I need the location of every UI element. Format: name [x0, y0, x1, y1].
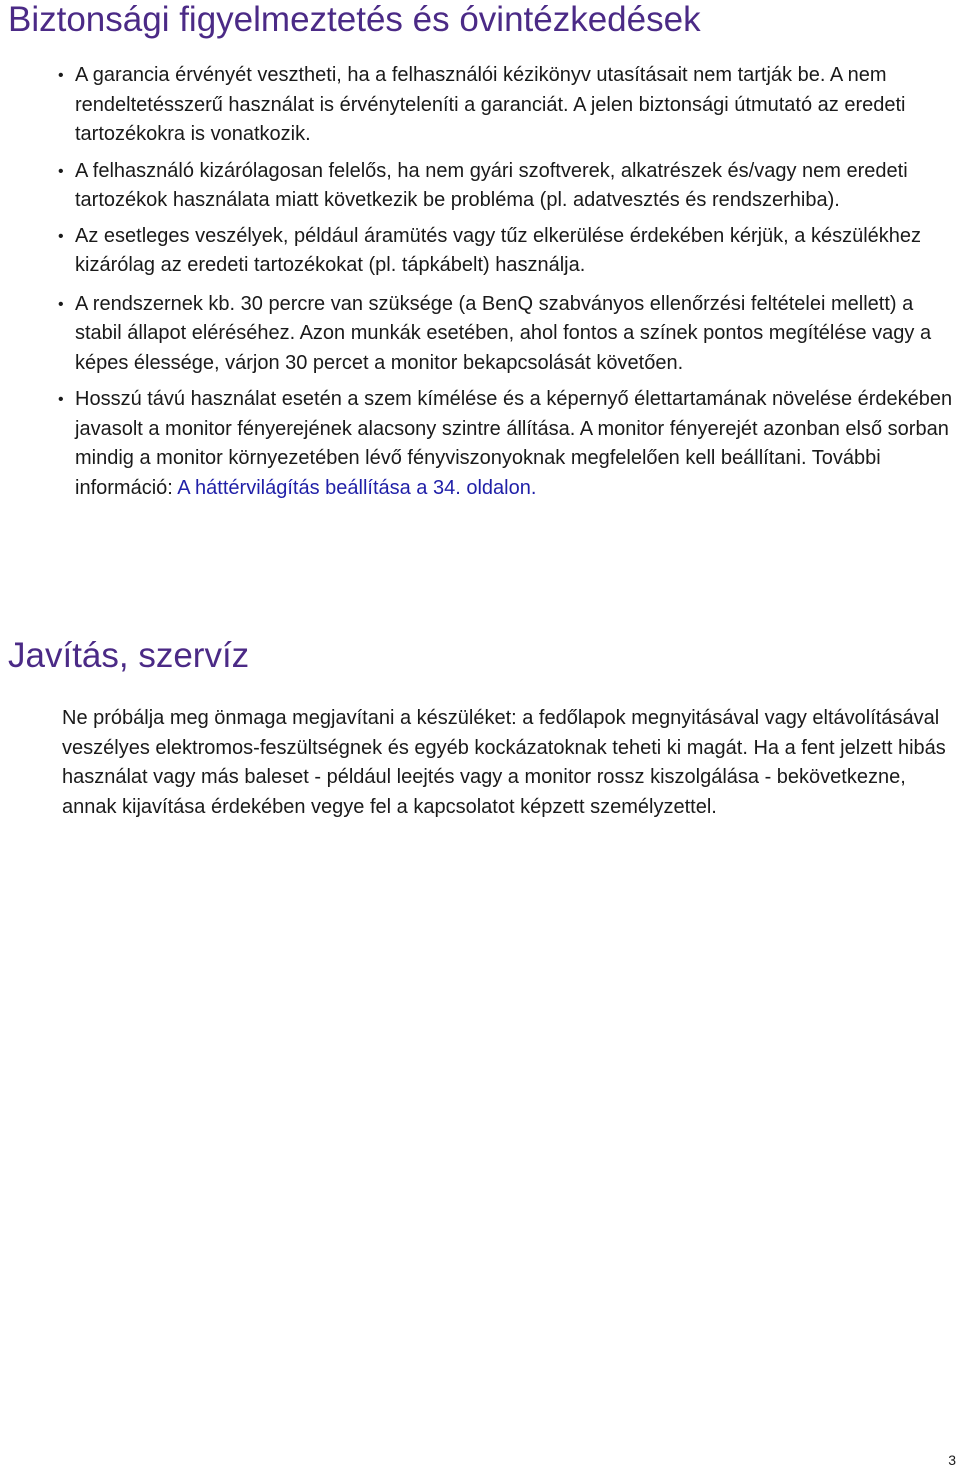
section-heading-safety: Biztonsági figyelmeztetés és óvintézkedések	[8, 0, 701, 39]
bullet-item-original-accessories: • Az esetleges veszélyek, például áramütés vagy tűz elkerülése érdekében kérjük, a készülékhez kizárólag az eredeti tartozékokat (pl. tápkábelt) használja.	[50, 222, 955, 281]
bullet-item-warmup-time: • A rendszernek kb. 30 percre van szüksége (a BenQ szabványos ellenőrzési feltételei mellett) a stabil állapot eléréséhez. Azon munkák esetében, ahol fontos a színek pontos megítélése vagy a képes élessége, várjon 30 percet a monitor bekapcsolását követően.	[50, 290, 955, 379]
repair-paragraph: Ne próbálja meg önmaga megjavítani a készüléket: a fedőlapok megnyitásával vagy eltávolításával veszélyes elektromos-feszültségnek és egyéb kockázatoknak teheti ki magát. Ha a fent jelzett hibás használat vagy más baleset - például leejtés vagy a monitor rossz kiszolgálása - bekövetkezne, annak kijavítása érdekében vegye fel a kapcsolatot képzett személyzettel.	[62, 707, 946, 818]
section-heading-repair: Javítás, szervíz	[8, 636, 250, 675]
safety-bullet-list	[50, 61, 955, 510]
backlight-page-link[interactable]: A háttérvilágítás beállítása a 34. oldalon.	[177, 476, 537, 499]
bullet-brightness-text: Hosszú távú használat esetén a szem kímélése és a képernyő élettartamának növelése érdekében javasolt a monitor fényerejének alacsony szintre állítása. A monitor fényerejét azonban első sorban mindig a monitor környezetében lévő fényviszonyoknak megfelelően kell beállítani. További információ:	[75, 388, 953, 499]
page-number: 3	[948, 1452, 956, 1468]
bullet-item-brightness	[50, 385, 955, 503]
bullet-item-user-responsibility: • A felhasználó kizárólagosan felelős, ha nem gyári szoftverek, alkatrészek és/vagy nem eredeti tartozékok használata miatt következik be probléma (pl. adatvesztés és rendszerhiba).	[50, 157, 955, 216]
bullet-item-warranty: • A garancia érvényét vesztheti, ha a felhasználói kézikönyv utasításait nem tartják be. A nem rendeltetésszerű használat is érvényteleníti a garanciát. A jelen biztonsági útmutató az eredeti tartozékokra is vonatkozik.	[50, 61, 955, 150]
